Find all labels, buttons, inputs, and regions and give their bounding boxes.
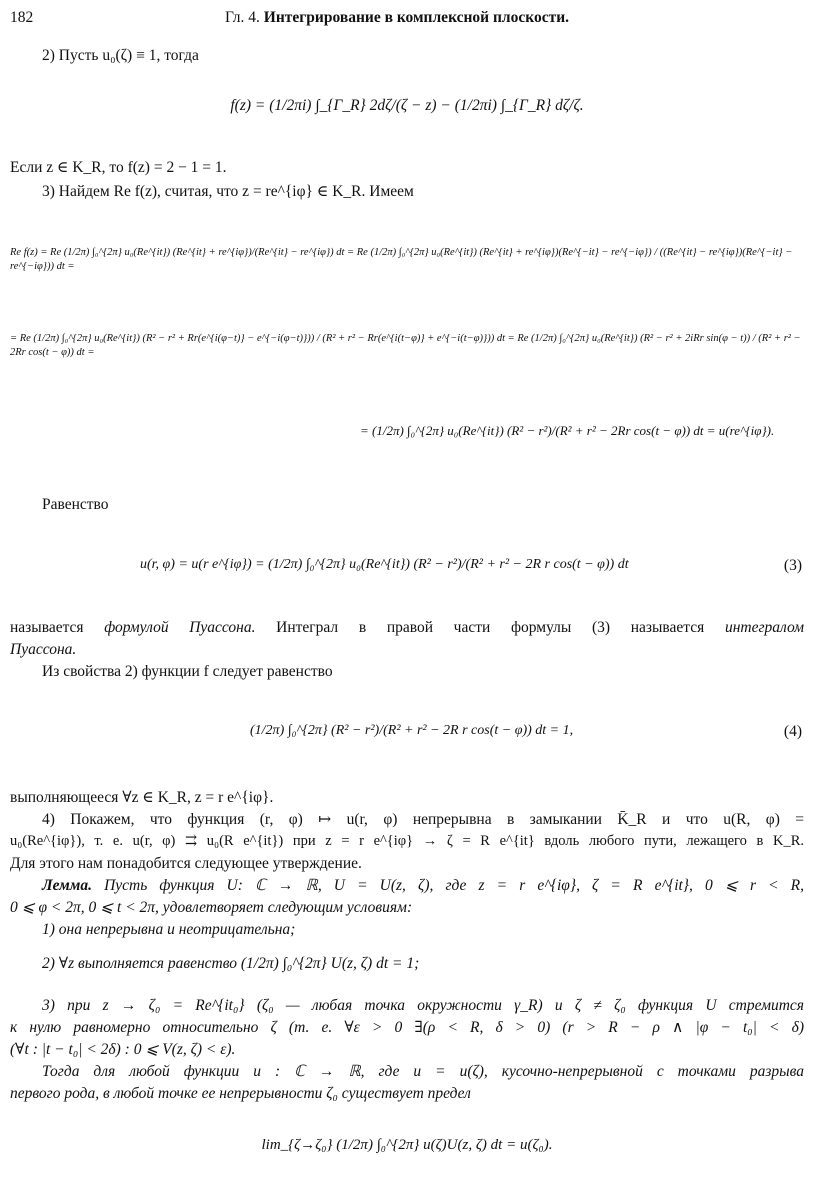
text-line-7: выполняющееся ∀z ∈ K_R, z = r e^{iφ}. [10,789,274,806]
text-line-5b: Пуассона. [10,641,77,658]
formula-poisson: u(r, φ) = u(r e^{iφ}) = (1/2π) ∫₀^{2π} u₀(Re^{it}) (R² − r²)/(R² + r² − 2R r cos(t − φ)) dt [140,557,629,572]
lemma-condition-2: 2) ∀z выполняется равенство (1/2π) ∫₀^{2π} U(z, ζ) dt = 1; [42,955,420,972]
chapter-title [225,8,569,28]
lemma-line-2: 0 ⩽ φ < 2π, 0 ⩽ t < 2π, удовлетворяет следующим условиям: [10,899,413,916]
equation-number-3: (3) [783,557,802,574]
formula-re-f-line-2: = Re (1/2π) ∫₀^{2π} u₀(Re^{it}) (R² − r² + Rr(e^{i(φ−t)} − e^{−i(φ−t)})) / (R² + r² − Rr(e^{i(t−φ)} + e^{−i(t−φ)})) dt = Re (1/2π) ∫₀^{2π} u₀(Re^{it}) (R² − r² + 2iRr sin(φ − t)) / (R² + r² − 2Rr cos(t − φ)) dt = [10,333,801,358]
text-line-5 [10,618,804,638]
formula-f-of-z: f(z) = (1/2πi) ∫_{Γ_R} 2dζ/(ζ − z) − (1/2πi) ∫_{Γ_R} dζ/ζ. [230,97,584,114]
term-poisson-formula: формулой Пуассона. [104,619,256,636]
formula-4: (1/2π) ∫₀^{2π} (R² − r²)/(R² + r² − 2R r cos(t − φ)) dt = 1, [250,723,574,738]
formula-re-f-line-1: Re f(z) = Re (1/2π) ∫₀^{2π} u₀(Re^{it}) (Re^{it} + re^{iφ})/(Re^{it} − re^{iφ}) dt = Re (1/2π) ∫₀^{2π} u₀(Re^{it}) (Re^{it} + re^{iφ})(Re^{−it} − re^{−iφ}) / ((Re^{it} − re^{iφ})(Re^{−it} − re^{−iφ})) dt = [10,247,793,272]
lemma-statement: Пусть функция U: ℂ → ℝ, U = U(z, ζ), где z = r e^{iφ}, ζ = R e^{it}, 0 ⩽ r < R, [104,877,804,894]
chapter-title-prefix: Гл. 4. [225,9,260,26]
formula-limit: lim_{ζ→ζ₀} (1/2π) ∫₀^{2π} u(ζ)U(z, ζ) dt = u(ζ₀). [261,1137,553,1153]
text-line-3: 3) Найдем Re f(z), считая, что z = re^{iφ} ∈ K_R. Имеем [42,183,414,200]
text-line-8: 4) Покажем, что функция (r, φ) ↦ u(r, φ) непрерывна в замыкании K̄_R и что u(R, φ) = [42,811,804,828]
text-line-6: Из свойства 2) функции f следует равенство [42,663,333,680]
chapter-title-bold: Интегрирование в комплексной плоскости. [263,9,570,26]
text-line-2: Если z ∈ K_R, то f(z) = 2 − 1 = 1. [10,159,227,176]
lemma-condition-3b: к нулю равномерно относительно ζ (т. е. ∀ε > 0 ∃(ρ < R, δ > 0) (r > R − ρ ∧ |φ − t₀| < δ) [10,1019,804,1036]
text-line-1: 2) Пусть u₀(ζ) ≡ 1, тогда [42,47,199,64]
term-poisson-integral: интегралом [724,619,805,636]
text-line-5-part-1: называется [10,619,105,636]
lemma-condition-3: 3) при z → ζ₀ = Re^{it₀} (ζ₀ — любая точка окружности γ_R) и ζ ≠ ζ₀ функция U стремится [42,997,804,1014]
text-line-9: u₀(Re^{iφ}), т. е. u(r, φ) ⇉ u₀(R e^{it}) при z = r e^{iφ} → ζ = R e^{it} вдоль любого пути, лежащего в K_R. [10,833,804,849]
lemma-line-1 [42,876,804,896]
text-line-4: Равенство [42,496,109,513]
lemma-conclusion-1: Тогда для любой функции u : ℂ → ℝ, где u = u(ζ), кусочно-непрерывной с точками разрыва [42,1063,804,1080]
lemma-label: Лемма. [42,877,92,894]
lemma-conclusion-2: первого рода, в любой точке ее непрерывности ζ₀ существует предел [10,1085,471,1102]
text-line-5-part-3: Интеграл в правой части формулы (3) называется [255,619,725,636]
equation-number-4: (4) [783,723,802,740]
page-number: 182 [10,9,34,26]
lemma-condition-3c: (∀t : |t − t₀| < 2δ) : 0 ⩽ V(z, ζ) < ε). [10,1041,236,1058]
formula-re-f-line-3: = (1/2π) ∫₀^{2π} u₀(Re^{it}) (R² − r²)/(R² + r² − 2Rr cos(t − φ)) dt = u(re^{iφ}). [360,423,775,438]
lemma-condition-1: 1) она непрерывна и неотрицательна; [42,921,296,938]
text-line-10: Для этого нам понадобится следующее утверждение. [10,855,362,872]
